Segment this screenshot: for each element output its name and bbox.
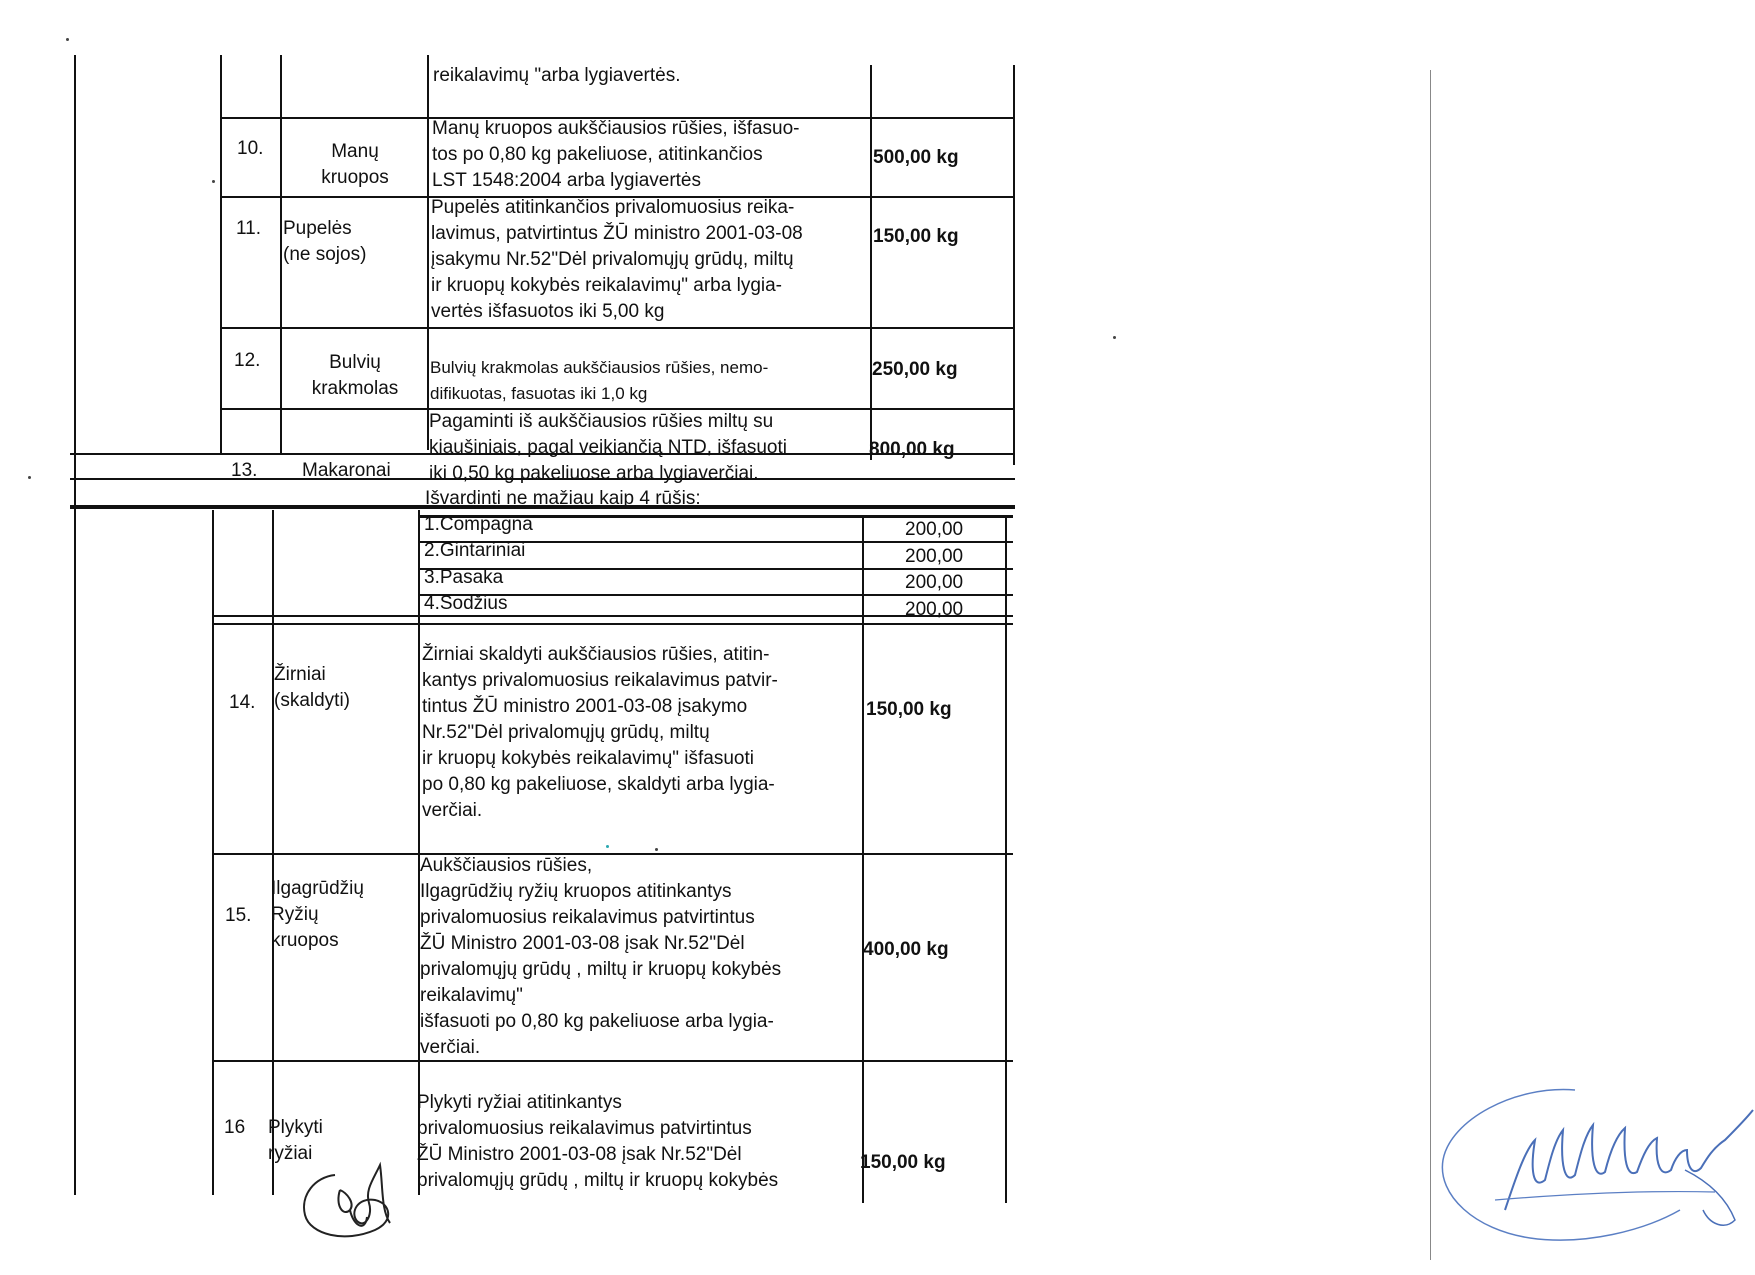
row-product-name: Žirniai (skaldyti)	[274, 664, 351, 711]
scan-speck	[66, 38, 69, 41]
qty-col-left-border	[870, 65, 872, 460]
handwritten-signature-blue	[1435, 1080, 1755, 1250]
outer-right-border	[1013, 65, 1015, 465]
row-product-name: Plykyti ryžiai	[268, 1117, 323, 1164]
scan-speck	[212, 180, 215, 183]
qty-col-left-border-lower	[862, 518, 864, 1203]
row-product-name: Ilgagrūdžių Ryžių kruopos	[271, 878, 364, 951]
scan-speck	[606, 845, 609, 848]
row-product-name: Manų kruopos	[321, 141, 389, 188]
scan-speck	[28, 476, 31, 479]
num-col-left-border	[220, 55, 222, 455]
row-number: 16	[224, 1117, 246, 1138]
row-divider	[212, 623, 1013, 625]
handwritten-signature-small	[295, 1155, 405, 1245]
row-description: Žirniai skaldyti aukščiausios rūšies, atitin- kantys privalomuosius reikalavimus patvir- tintus ŽŪ ministro 2001-03-08 įsakymo Nr.52"Dėl privalomųjų grūdų, miltų ir kruopų kokybės reikalavimų" išfasuoti po 0,80 kg pakeliuose, skaldyti arba lygia- verčiai.	[422, 644, 778, 821]
row-quantity: 500,00 kg	[873, 147, 959, 168]
row-quantity: 150,00 kg	[873, 226, 959, 247]
page-edge-line	[1430, 70, 1431, 1260]
row-product-name: Makaronai	[302, 460, 391, 481]
row-quantity: 400,00 kg	[863, 939, 949, 960]
row-number: 11.	[236, 218, 262, 239]
name-col-left-border	[280, 55, 282, 455]
desc-col-left-border	[427, 55, 429, 450]
row-description: Plykyti ryžiai atitinkantys privalomuosius reikalavimus patvirtintus ŽŪ Ministro 2001-03-08 įsak Nr.52"Dėl privalomųjų grūdų , miltų ir kruopų kokybės	[417, 1092, 779, 1191]
variety-quantity: 200,00	[905, 546, 964, 567]
row-quantity: 150,00 kg	[860, 1152, 946, 1173]
variety-quantity: 200,00	[905, 519, 964, 540]
variety-quantity: 200,00	[905, 572, 964, 593]
variety-name: 1.Compagna	[424, 514, 533, 535]
variety-name: 3.Pasaka	[424, 567, 504, 588]
variety-quantity: 200,00	[905, 599, 964, 620]
variety-name: 2.Gintariniai	[424, 540, 526, 561]
row-description: reikalavimų "arba lygiavertės.	[433, 65, 681, 86]
row-product-name: Bulvių krakmolas	[311, 352, 399, 399]
row-description: Aukščiausios rūšies, Ilgagrūdžių ryžių kruopos atitinkantys privalomuosius reikalavimus patvirtintus ŽŪ Ministro 2001-03-08 įsak Nr.52"Dėl privalomųjų grūdų , miltų ir kruopų kokybės reikalavimų" išfasuoti po 0,80 kg pakeliuose arba lygia- verčiai.	[420, 855, 782, 1058]
row-quantity: 250,00 kg	[872, 359, 958, 380]
row-description: Bulvių krakmolas aukščiausios rūšies, nemo- difikuotas, fasuotas iki 1,0 kg	[430, 358, 769, 403]
row-divider	[220, 327, 1015, 329]
scan-speck	[655, 848, 658, 851]
row-number: 12.	[234, 350, 261, 371]
scan-speck	[1113, 336, 1116, 339]
row-description: Manų kruopos aukščiausios rūšies, išfasuo- tos po 0,80 kg pakeliuose, atitinkančios LST 1548:2004 arba lygiavertės	[432, 118, 800, 191]
varieties-header: Išvardinti ne mažiau kaip 4 rūšis:	[425, 488, 701, 509]
row-description: Pagaminti iš aukščiausios rūšies miltų su kiaušiniais, pagal veikiančią NTD, išfasuoti iki 0,50 kg pakeliuose arba lygiaverčiai.	[429, 411, 787, 484]
variety-name: 4.Sodžius	[424, 593, 508, 614]
outer-left-border	[74, 55, 76, 1195]
row-product-name: Pupelės (ne sojos)	[283, 218, 367, 265]
outer-right-border-lower	[1005, 518, 1007, 1203]
row-divider	[212, 615, 1013, 617]
row-quantity: 150,00 kg	[866, 699, 952, 720]
row-number: 10.	[237, 138, 264, 159]
row-quantity: 800,00 kg	[869, 439, 955, 460]
row-number: 15.	[225, 905, 252, 926]
row-number: 13.	[231, 460, 258, 481]
row-number: 14.	[229, 692, 256, 713]
row-description: Pupelės atitinkančios privalomuosius reika- lavimus, patvirtintus ŽŪ ministro 2001-03-08 įsakymu Nr.52"Dėl privalomųjų grūdų, miltų ir kruopų kokybės reikalavimų" arba lygia- vertės išfasuotos iki 5,00 kg	[431, 197, 803, 322]
